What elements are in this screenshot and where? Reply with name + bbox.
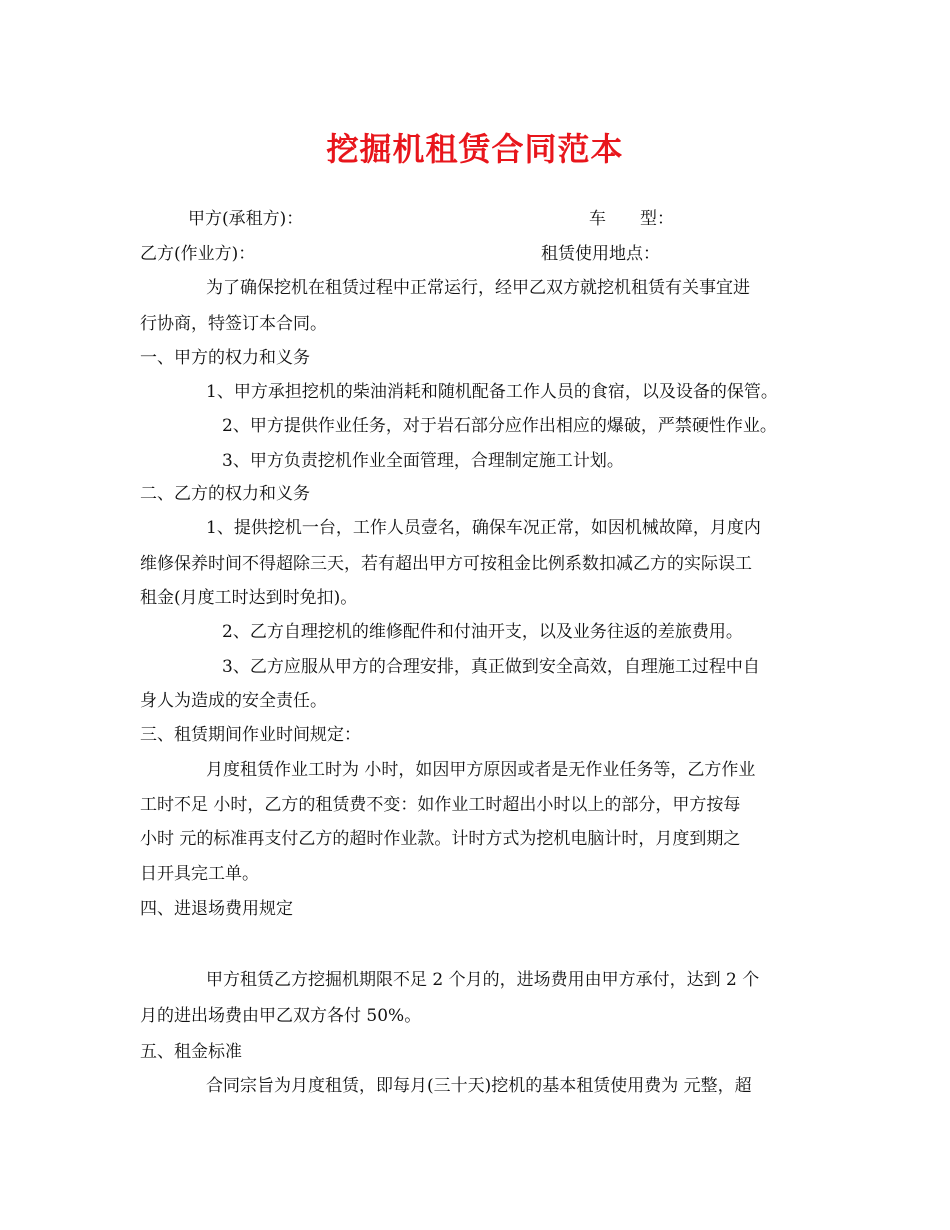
section-2-item-3-line-1: 3、乙方应服从甲方的合理安排，真正做到安全高效，自理施工过程中自 <box>222 657 760 677</box>
section-5-heading: 五、租金标准 <box>140 1042 242 1062</box>
party-a-label: 甲方(承租方)： <box>188 209 304 229</box>
section-4-line-2: 月的进出场费由甲乙双方各付 50%。 <box>140 1006 422 1026</box>
document-title: 挖掘机租赁合同范本 <box>326 130 624 168</box>
section-4-heading: 四、进退场费用规定 <box>140 899 293 919</box>
section-5-line-1: 合同宗旨为月度租赁，即每月(三十天)挖机的基本租赁使用费为 元整，超 <box>206 1076 752 1096</box>
section-2-heading: 二、乙方的权力和义务 <box>140 484 310 504</box>
vehicle-type-label: 车 型： <box>589 209 674 229</box>
section-2-item-3-line-2: 身人为造成的安全责任。 <box>140 691 327 711</box>
section-2-item-1-line-3: 租金(月度工时达到时免扣)。 <box>140 588 358 608</box>
intro-line-1: 为了确保挖机在租赁过程中正常运行，经甲乙双方就挖机租赁有关事宜进 <box>206 278 750 298</box>
section-2-item-1-line-2: 维修保养时间不得超除三天，若有超出甲方可按租金比例系数扣减乙方的实际误工 <box>140 554 752 574</box>
party-b-label: 乙方(作业方)： <box>140 244 256 264</box>
section-3-line-2: 工时不足 小时，乙方的租赁费不变：如作业工时超出小时以上的部分，甲方按每 <box>140 795 741 815</box>
section-4-line-1: 甲方租赁乙方挖掘机期限不足 2 个月的，进场费用由甲方承付，达到 2 个 <box>206 970 760 990</box>
section-1-item-1: 1、甲方承担挖机的柴油消耗和随机配备工作人员的食宿，以及设备的保管。 <box>206 382 778 402</box>
section-1-item-3: 3、甲方负责挖机作业全面管理，合理制定施工计划。 <box>222 451 624 471</box>
section-3-line-1: 月度租赁作业工时为 小时，如因甲方原因或者是无作业任务等，乙方作业 <box>206 760 756 780</box>
section-1-item-2: 2、甲方提供作业任务，对于岩石部分应作出相应的爆破，严禁硬性作业。 <box>222 416 777 436</box>
section-3-line-4: 日开具完工单。 <box>140 864 259 884</box>
section-3-line-3: 小时 元的标准再支付乙方的超时作业款。计时方式为挖机电脑计时，月度到期之 <box>140 829 741 849</box>
section-3-heading: 三、租赁期间作业时间规定： <box>140 725 361 745</box>
intro-line-2: 行协商，特签订本合同。 <box>140 314 327 334</box>
section-1-heading: 一、甲方的权力和义务 <box>140 348 310 368</box>
section-2-item-2: 2、乙方自理挖机的维修配件和付油开支，以及业务往返的差旅费用。 <box>222 622 743 642</box>
section-2-item-1-line-1: 1、提供挖机一台，工作人员壹名，确保车况正常，如因机械故障，月度内 <box>206 518 761 538</box>
location-label: 租赁使用地点： <box>541 244 660 264</box>
